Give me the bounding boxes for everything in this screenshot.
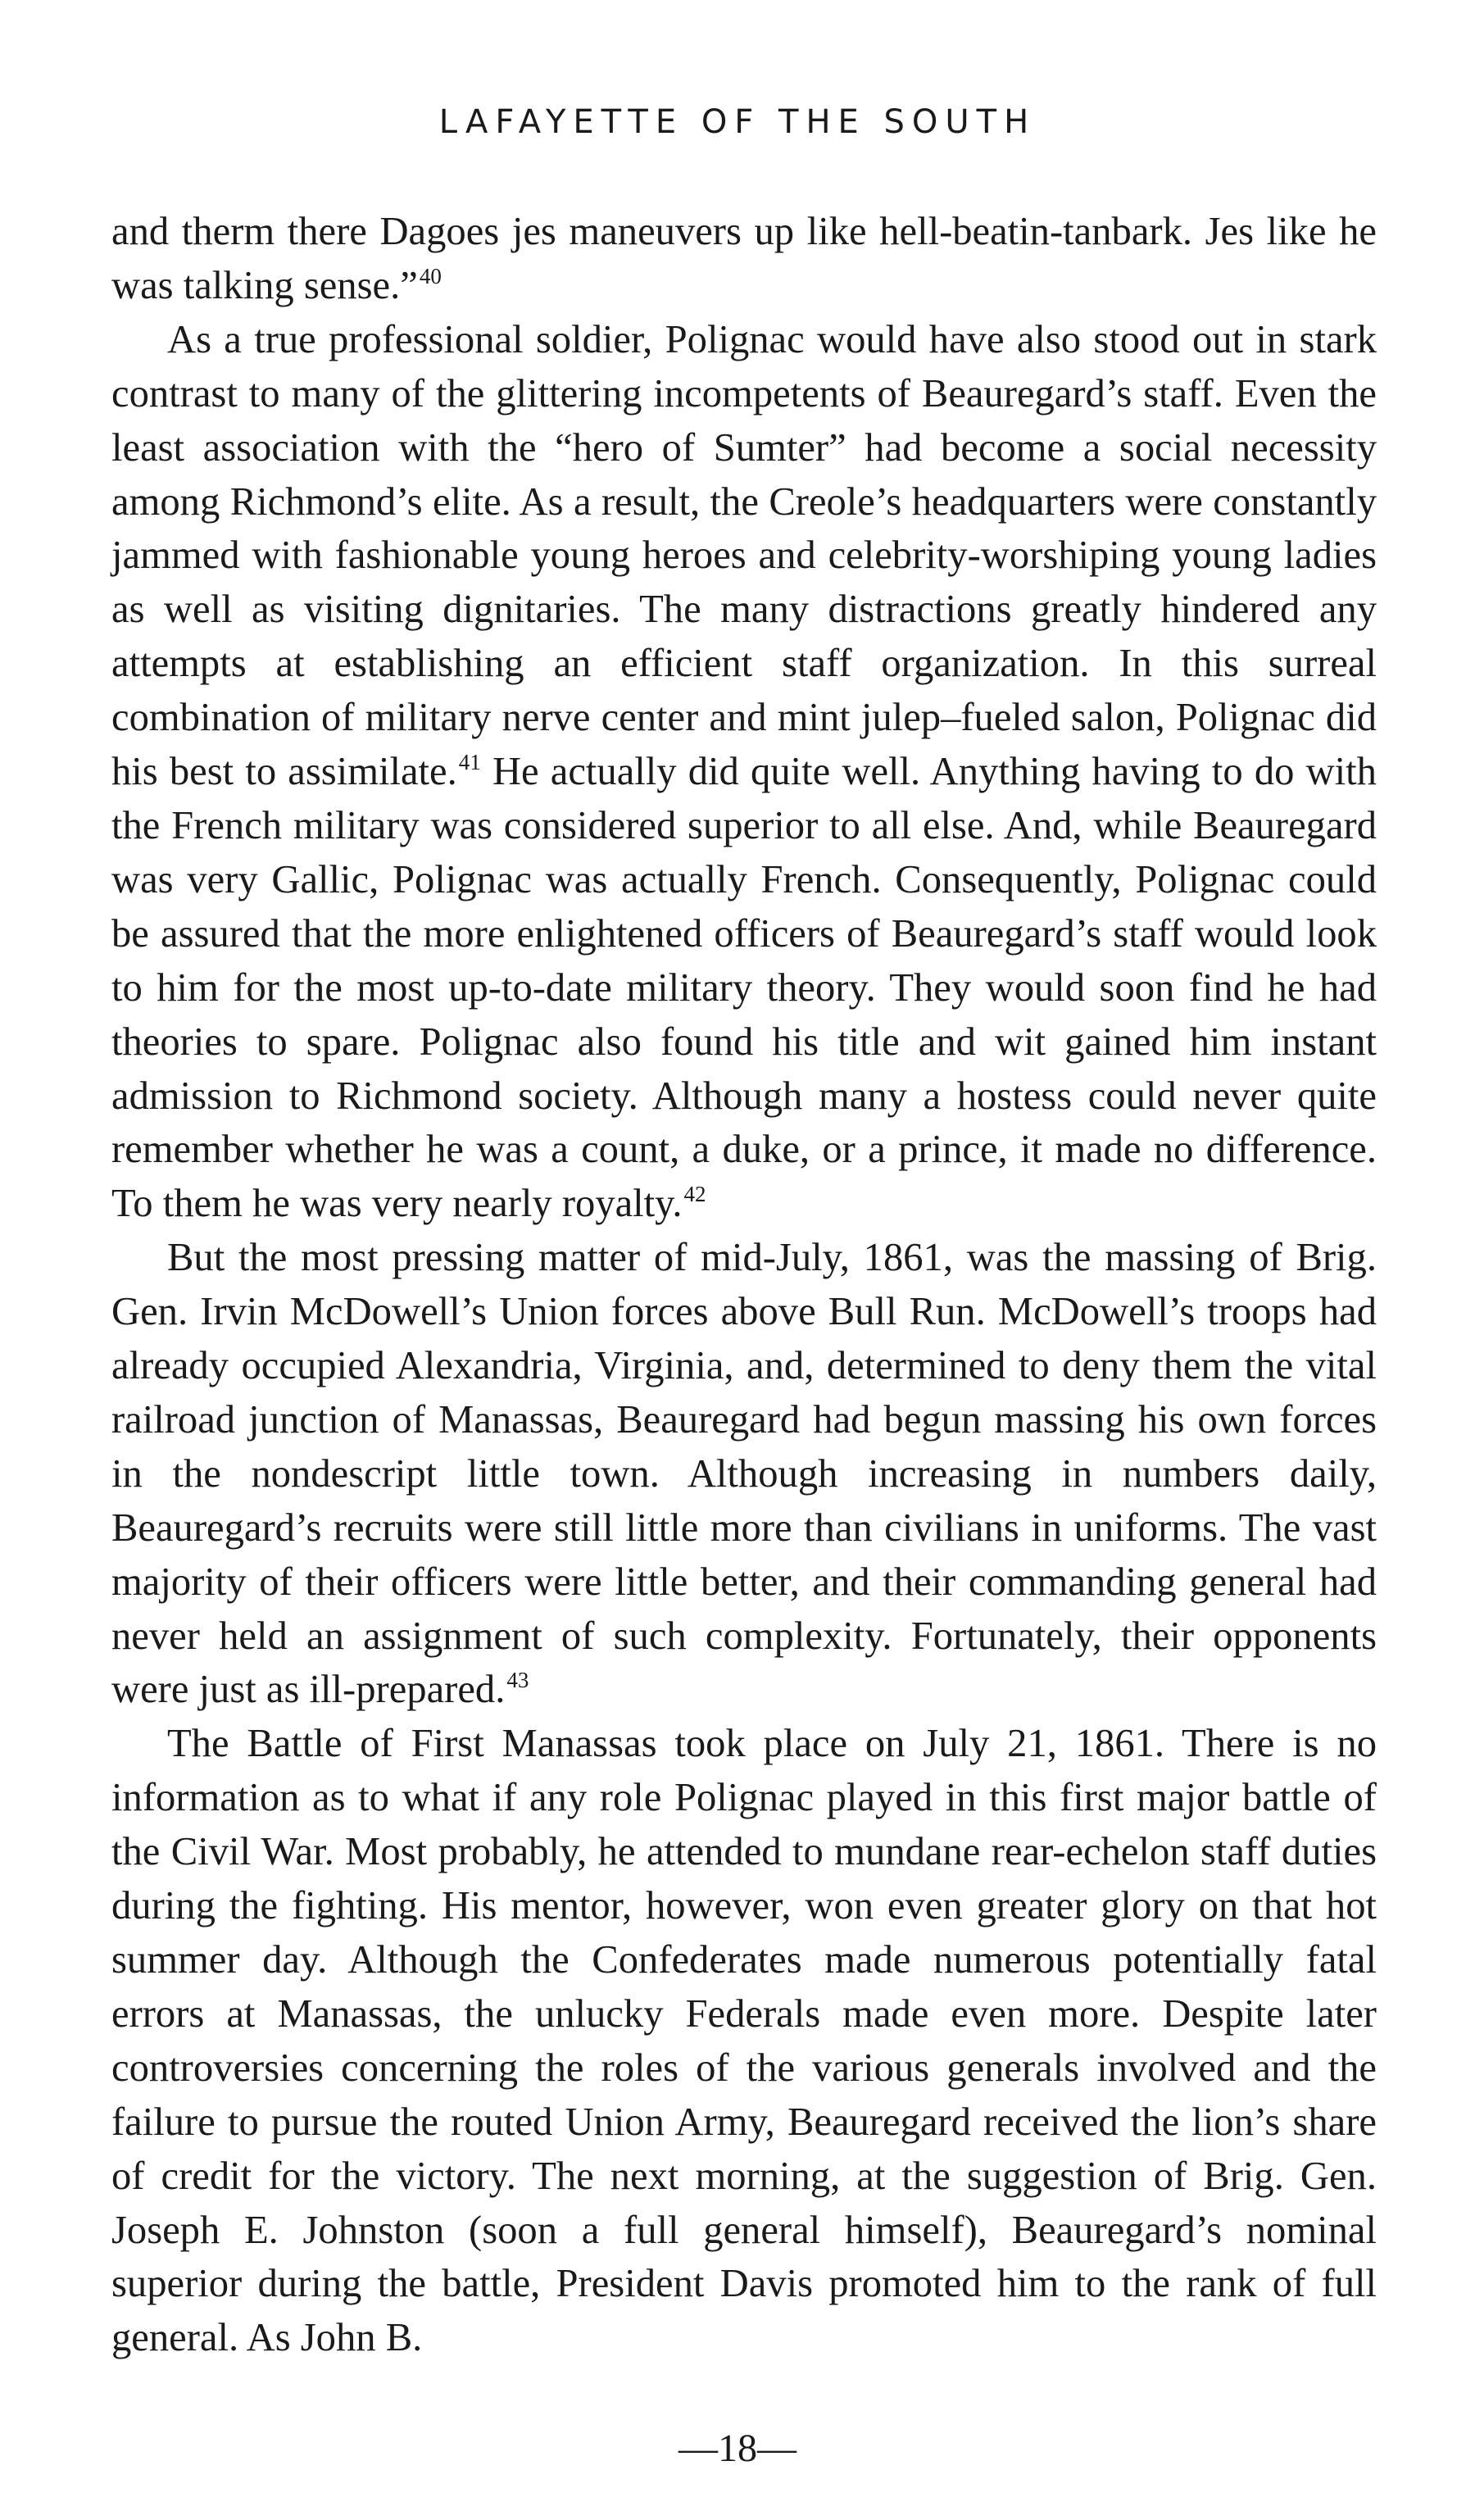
paragraph-text: and therm there Dagoes jes maneuvers up like hell-beatin-tanbark. Jes like he was talking sense.”: [111, 209, 1377, 307]
paragraph: [111, 1231, 1377, 1717]
paragraph-continued: [111, 205, 1377, 313]
footnote-ref: 40: [419, 263, 442, 288]
footnote-ref: 42: [683, 1182, 706, 1207]
footnote-ref: 41: [458, 750, 481, 775]
footnote-ref: 43: [506, 1668, 529, 1693]
running-head: LAFAYETTE OF THE SOUTH: [438, 103, 1037, 141]
paragraph-text: The Battle of First Manassas took place on July 21, 1861. There is no information as to what if any role Polignac played in this first major battle of the Civil War. Most probably, he attended to mundane rear-echelon staff duties during the fighting. His mentor, however, won even greater glory on that hot summer day. Although the Confederates made numerous potentially fatal errors at Manassas, the unlucky Federals made even more. Despite later controversies concerning the roles of the various generals involved and the failure to pursue the routed Union Army, Beauregard received the lion’s share of credit for the victory. The next morning, at the suggestion of Brig. Gen. Joseph E. Johnston (soon a full general himself), Beauregard’s nominal superior during the battle, President Davis promoted him to the rank of full general. As John B.: [111, 1721, 1377, 2360]
paragraph-text: But the most pressing matter of mid-July, 1861, was the massing of Brig. Gen. Irvin McDowell’s Union forces above Bull Run. McDowell’s troops had already occupied Alexandria, Virginia, and, determined to deny them the vital railroad junction of Manassas, Beauregard had begun massing his own forces in the nondescript little town. Although increasing in numbers daily, Beauregard’s recruits were still little more than civilians in uniforms. The vast majority of their officers were little better, and their commanding general had never held an assignment of such complexity. Fortunately, their opponents were just as ill-prepared.: [111, 1235, 1377, 1712]
paragraph-text: He actually did quite well. Anything having to do with the French military was considered superior to all else. And, while Beauregard was very Gallic, Polignac was actually French. Consequently, Polignac could be assured that the more enlightened officers of Beauregard’s staff would look to him for the most up-to-date military theory. They would soon find he had theories to spare. Polignac also found his title and wit gained him instant admission to Richmond society. Although many a hostess could never quite remember whether he was a count, a duke, or a prince, it made no difference. To them he was very nearly royalty.: [111, 749, 1377, 1226]
body-text: [111, 205, 1377, 2365]
paragraph-text: As a true professional soldier, Polignac would have also stood out in stark contrast to many of the glittering incompetents of Beauregard’s staff. Even the least association with the “hero of Sumter” had become a social necessity among Richmond’s elite. As a result, the Creole’s headquarters were constantly jammed with fashionable young heroes and celebrity-worshiping young ladies as well as visiting dignitaries. The many distractions greatly hindered any attempts at establishing an efficient staff organization. In this surreal combination of military nerve center and mint julep–fueled salon, Polignac did his best to assimilate.: [111, 316, 1377, 794]
page-number: —18—: [678, 2427, 796, 2470]
paragraph: [111, 313, 1377, 1231]
paragraph: [111, 1717, 1377, 2365]
